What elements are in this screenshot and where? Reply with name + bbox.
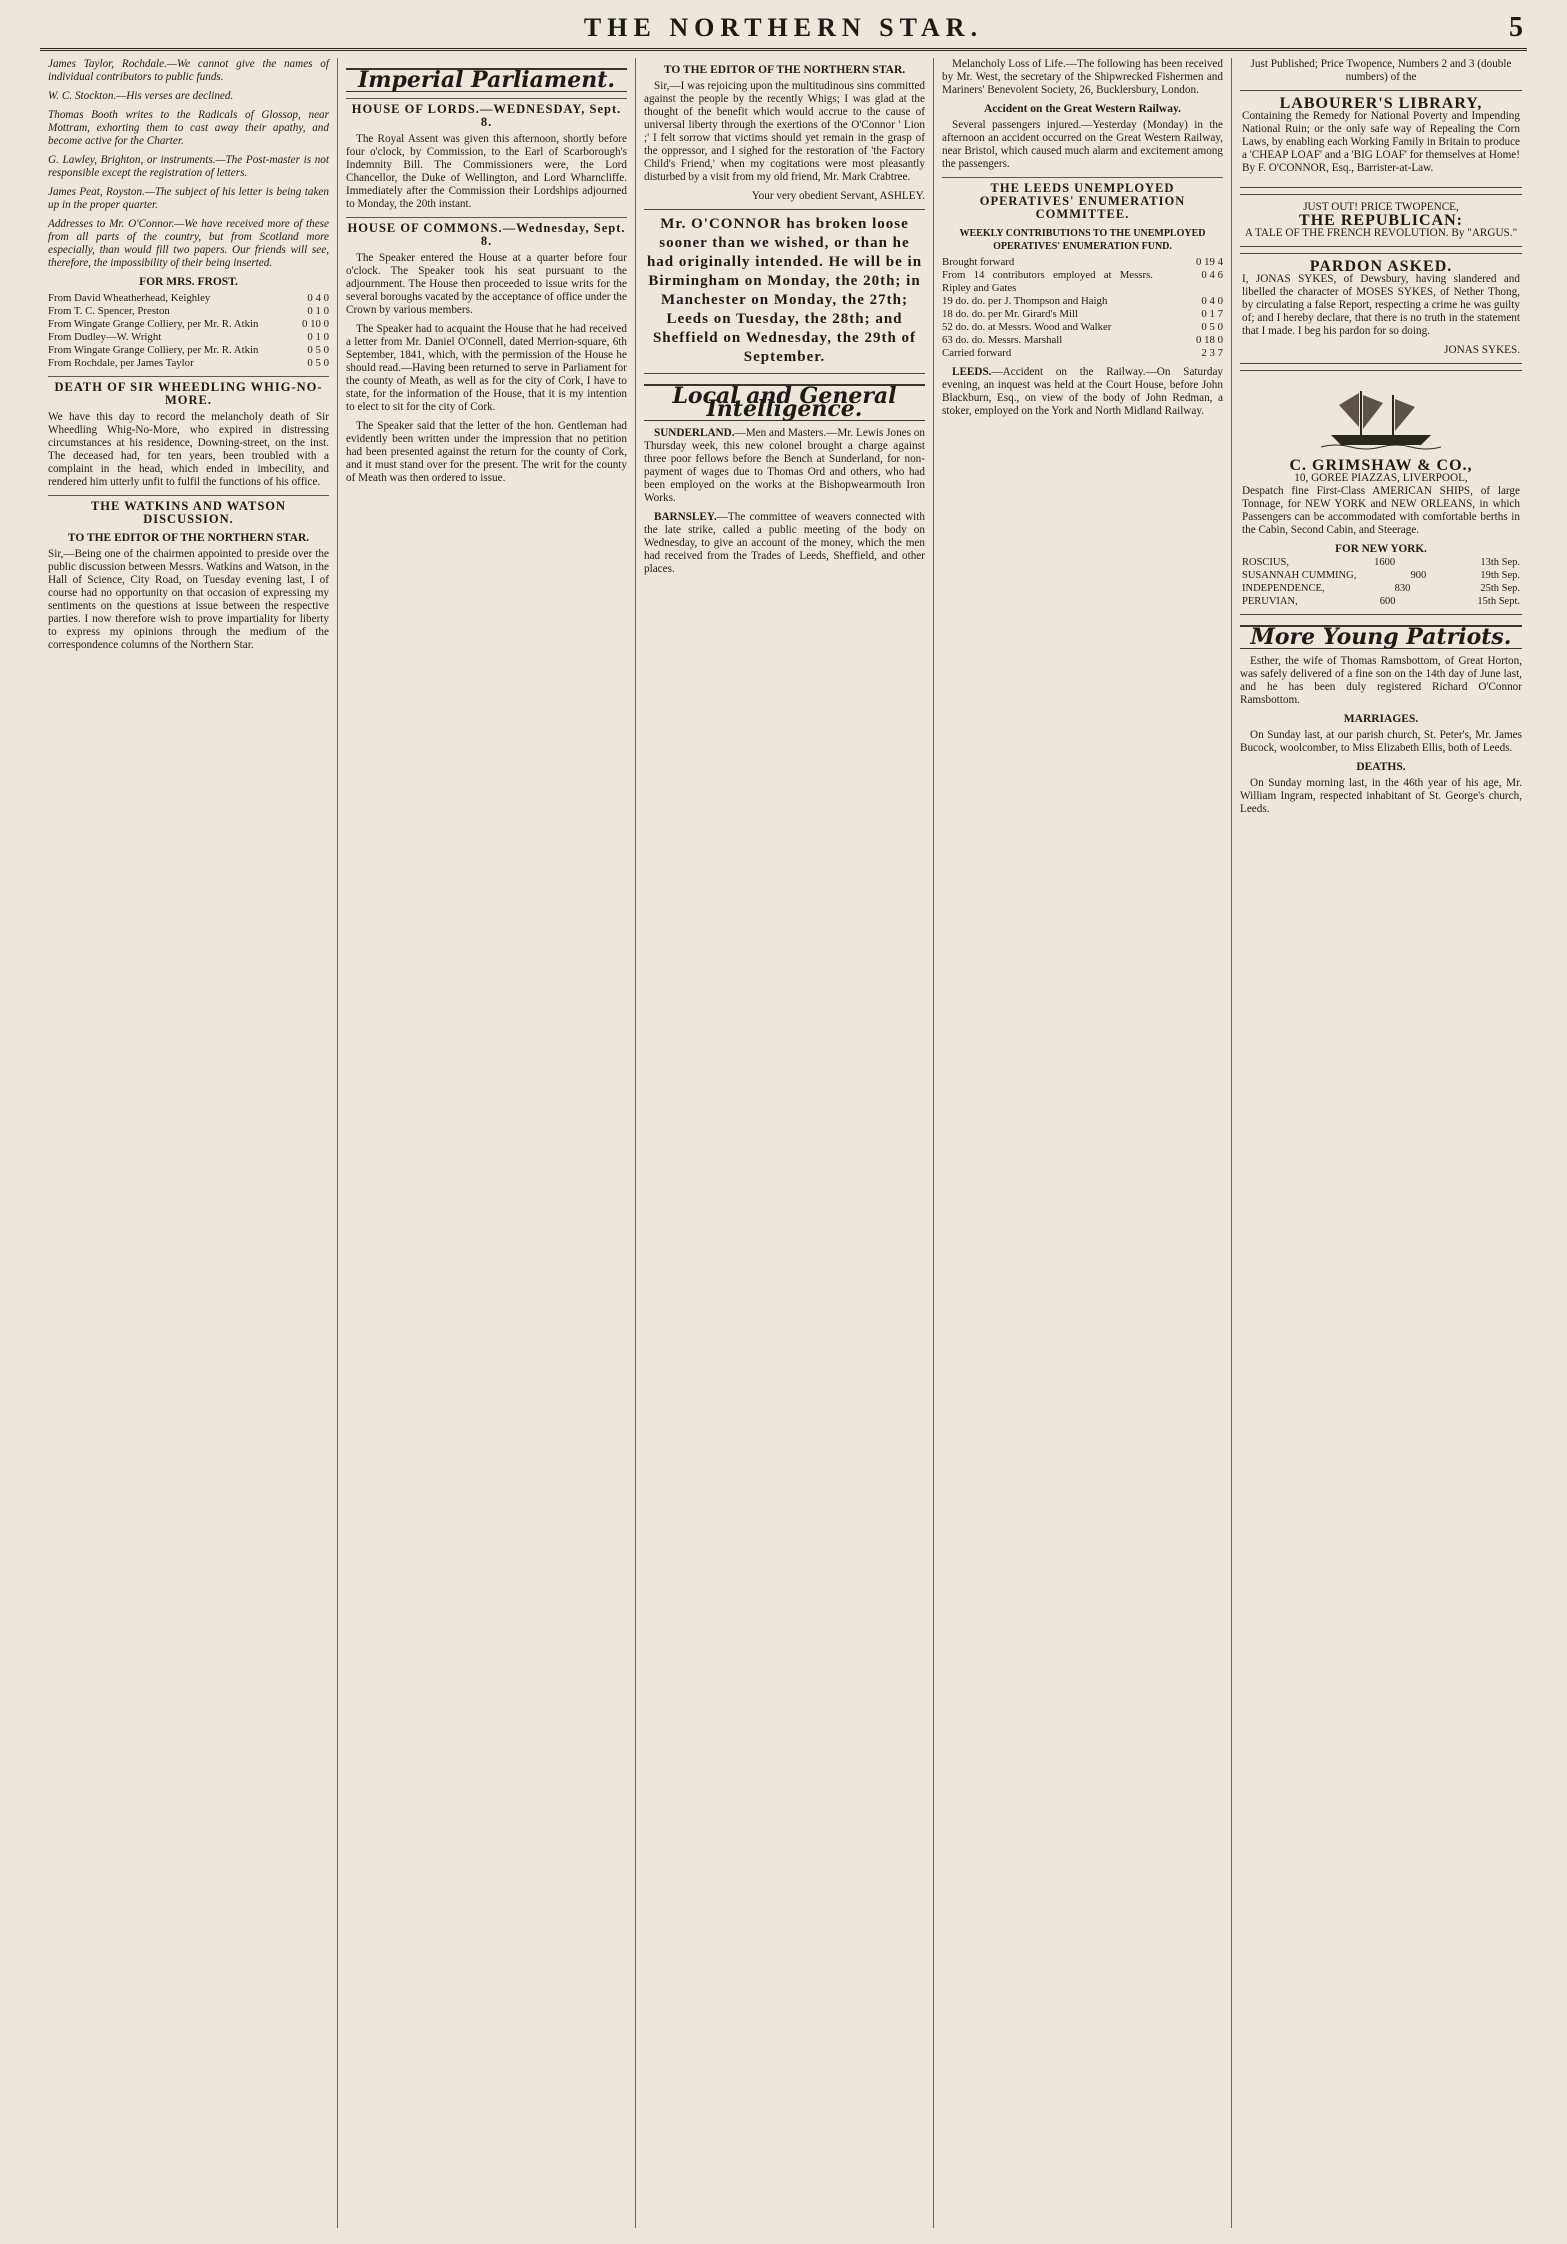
- sunderland-heading: SUNDERLAND.: [654, 427, 735, 439]
- ship-row: INDEPENDENCE, 830 25th Sep.: [1242, 583, 1520, 594]
- column-2: [338, 58, 636, 2228]
- republican-subtitle: A TALE OF THE FRENCH REVOLUTION. By "ARGUS.": [1244, 227, 1518, 239]
- commons-heading: HOUSE OF COMMONS.—Wednesday, Sept. 8.: [346, 217, 627, 248]
- correspondent-note: Thomas Booth writes to the Radicals of Glossop, near Mottram, exhorting them to cast away their apathy, and become active for the Charter.: [48, 109, 329, 147]
- correspondent-note: G. Lawley, Brighton, or instruments.—The Post-master is not responsible except the registration of letters.: [48, 154, 329, 179]
- debate-article: The Speaker said that the letter of the hon. Gentleman had evidently been written under the impression that no petition had been presented against the return for the county of Cork, and it must stand over for the present. The writ for the county of Meath was then ordered to issue.: [346, 420, 627, 484]
- column-5: [1232, 58, 1530, 2228]
- commons-article: The Speaker entered the House at a quarter before four o'clock. The Speaker took his seat pursuant to the adjournment. The House then proceeded to issue writs for the several boroughs vacated by the acceptance of office under the Crown by various members.: [346, 252, 627, 316]
- ship-row: PERUVIAN, 600 15th Sept.: [1242, 596, 1520, 607]
- pardon-text: I, JONAS SYKES, of Dewsbury, having slandered and libelled the character of MOSES SYKES, of Nether Thong, by circulating a false Report, respecting a crime he was guilty of; and I hereby declare, that there is no truth in the statement that I made. I beg his pardon for so doing.: [1242, 273, 1520, 337]
- column-1: [40, 58, 338, 2228]
- divider: [644, 209, 925, 210]
- republican-advert: [1240, 194, 1522, 247]
- table-row: From Wingate Grange Colliery, per Mr. R. Atkin 0 5 0: [48, 344, 329, 356]
- ship-row: SUSANNAH CUMMING, 900 19th Sep.: [1242, 570, 1520, 581]
- death-heading: DEATH OF SIR WHEEDLING WHIG-NO-MORE.: [48, 376, 329, 407]
- railway-heading: Accident on the Great Western Railway.: [984, 103, 1181, 115]
- newspaper-title: THE NORTHERN STAR.: [583, 13, 984, 42]
- table-row: 18 do. do. per Mr. Girard's Mill 0 1 7: [942, 308, 1223, 320]
- column-4: [934, 58, 1232, 2228]
- deaths-text: On Sunday morning last, in the 46th year of his age, Mr. William Ingram, respected inhabitant of St. George's church, Leeds.: [1240, 777, 1522, 815]
- republican-price: JUST OUT! PRICE TWOPENCE,: [1303, 201, 1459, 213]
- leeds-committee-subheading: WEEKLY CONTRIBUTIONS TO THE UNEMPLOYED OPERATIVES' ENUMERATION FUND.: [959, 228, 1206, 252]
- table-row: From Wingate Grange Colliery, per Mr. R. Atkin 0 10 0: [48, 318, 329, 330]
- local-intelligence-title: Local and General Intelligence.: [644, 384, 925, 421]
- ship-icon: [1321, 383, 1441, 453]
- patriots-text: Esther, the wife of Thomas Ramsbottom, of Great Horton, was safely delivered of a fine son on the 14th day of June last, and he has been duly registered Richard O'Connor Ramsbottom.: [1240, 655, 1522, 706]
- divider: [644, 373, 925, 374]
- grimshaw-advert: [1240, 370, 1522, 615]
- page-number: 5: [1509, 12, 1523, 43]
- patriots-title: More Young Patriots.: [1240, 625, 1522, 649]
- table-row: 63 do. do. Messrs. Marshall 0 18 0: [942, 334, 1223, 346]
- table-row: From Rochdale, per James Taylor 0 5 0: [48, 357, 329, 369]
- table-row: From T. C. Spencer, Preston 0 1 0: [48, 305, 329, 317]
- pardon-signature: JONAS SYKES.: [1444, 344, 1520, 356]
- library-advert: [1240, 90, 1522, 188]
- barnsley-article: —The committee of weavers connected with the late strike, called a public meeting of the body on Wednesday, to give an account of the money, which the men had received from the Trades of Leeds, Sheffield, and other places.: [644, 511, 925, 575]
- death-article: We have this day to record the melancholy death of Sir Wheedling Whig-No-More, who expired in distressing circumstances at his residence, Downing-street, on the inst. The deceased had, for ten years, been troubled with a complaint in the head, which ended in imbecility, and rendered him utterly unfit to fulfil the functions of his office.: [48, 411, 329, 488]
- correspondent-note: James Peat, Royston.—The subject of his letter is being taken up in the proper quarter.: [48, 186, 329, 211]
- republican-title: THE REPUBLICAN:: [1299, 212, 1463, 229]
- library-notice: Just Published; Price Twopence, Numbers 2 and 3 (double numbers) of the: [1250, 58, 1512, 83]
- table-row: 52 do. do. at Messrs. Wood and Walker 0 5 0: [942, 321, 1223, 333]
- correspondent-note: W. C. Stockton.—His verses are declined.: [48, 90, 234, 102]
- column-3: [636, 58, 934, 2228]
- pardon-title: PARDON ASKED.: [1309, 258, 1453, 275]
- table-row: From 14 contributors employed at Messrs. Ripley and Gates 0 4 6: [942, 269, 1223, 294]
- lords-heading: HOUSE OF LORDS.—WEDNESDAY, Sept. 8.: [346, 98, 627, 129]
- leeds-accident-heading: LEEDS.: [952, 366, 992, 378]
- marriages-text: On Sunday last, at our parish church, St. Peter's, Mr. James Bucock, woolcomber, to Miss Elizabeth Ellis, both of Leeds.: [1240, 729, 1522, 754]
- table-row: Carried forward 2 3 7: [942, 347, 1223, 359]
- barnsley-heading: BARNSLEY.: [654, 511, 717, 523]
- contributions-table: [942, 256, 1223, 360]
- leeds-committee-heading: THE LEEDS UNEMPLOYED OPERATIVES' ENUMERATION COMMITTEE.: [942, 177, 1223, 221]
- railway-article: Several passengers injured.—Yesterday (Monday) in the afternoon an accident occurred on the Great Western Railway, near Bristol, which caused much alarm and excitement among the passengers.: [942, 119, 1223, 170]
- marriages-heading: MARRIAGES.: [1343, 713, 1419, 725]
- subscriptions-table: [48, 292, 329, 370]
- table-row: Brought forward 0 19 4: [942, 256, 1223, 268]
- masthead: [40, 8, 1527, 51]
- grimshaw-title: C. GRIMSHAW & CO.,: [1289, 457, 1473, 474]
- correspondent-note: James Taylor, Rochdale.—We cannot give the names of individual contributors to public funds.: [48, 58, 329, 83]
- ship-row: ROSCIUS, 1600 13th Sep.: [1242, 557, 1520, 568]
- to-editor-heading: TO THE EDITOR OF THE NORTHERN STAR.: [663, 64, 906, 76]
- table-row: From David Wheatherhead, Keighley 0 4 0: [48, 292, 329, 304]
- table-row: 19 do. do. per J. Thompson and Haigh 0 4 0: [942, 295, 1223, 307]
- columns: [40, 58, 1530, 2228]
- lords-article: The Royal Assent was given this afternoon, shortly before four o'clock, by Commission, to the Earl of Scarborough's Indemnity Bill. The Commissioners were, the Lord Chancellor, the Duke of Wellington, and Lord Wharncliffe. Immediately after the Commission their Lordships adjourned to Monday, the 20th instant.: [346, 133, 627, 210]
- library-title: LABOURER'S LIBRARY,: [1279, 95, 1483, 112]
- watkins-to-editor: TO THE EDITOR OF THE NORTHERN STAR.: [67, 532, 310, 544]
- correspondent-note: Addresses to Mr. O'Connor.—We have received more of these from all parts of the country, but from Scotland more especially, than would fill two papers. Our friends will see, therefore, the impossibility of their being inserted.: [48, 218, 329, 269]
- library-text: Containing the Remedy for National Poverty and Impending National Ruin; or the only safe way of Repealing the Corn Laws, by enabling each Working Family in Britain to produce a 'CHEAP LOAF' and a 'BIG LOAF' for themselves at Home! By F. O'CONNOR, Esq., Barrister-at-Law.: [1242, 110, 1520, 174]
- table-row: From Dudley—W. Wright 0 1 0: [48, 331, 329, 343]
- sunderland-article: —Men and Masters.—Mr. Lewis Jones on Thursday week, this new colonel brought a charge against three poor fellows before the Bench at Sunderland, for non-payment of wages due to Thomas Ord and others, who had been employed on the works at the Bishopwearmouth Iron Works.: [644, 427, 925, 504]
- speaker-article: The Speaker had to acquaint the House that he had received a letter from Mr. Daniel O'Connell, dated Merrion-square, 6th September, 1841, which, with the permission of the House he should read.—Having been returned to serve in Parliament for the county of Meath, as well as for the city of Cork, I have to state, for the information of the House, that it is my intention to elect to sit for the city of Cork.: [346, 323, 627, 413]
- deaths-heading: DEATHS.: [1356, 761, 1406, 773]
- leeds-accident-article: —Accident on the Railway.—On Saturday evening, an inquest was held at the Court House, before John Blackburn, Esq., on view of the body of John Redman, a stoker, employed on the York and North Midland Railway.: [942, 366, 1223, 417]
- grimshaw-address: 10, GOREE PIAZZAS, LIVERPOOL,: [1294, 472, 1468, 484]
- new-york-heading: FOR NEW YORK.: [1335, 543, 1427, 555]
- pardon-advert: [1240, 253, 1522, 364]
- letter-article: Sir,—I was rejoicing upon the multitudinous sins committed against the people by the recently Whigs; I was glad at the thought of the benefit which would accrue to the cause of universal liberty through the exertions of the O'Connor ' Lion ;' I felt sorrow that victims should yet remain in the grasp of the oppressor, and I sighed for the restoration of 'the Factory Child's Friend,' when my cogitations were most pleasantly disturbed by a visit from my old friend, Mr. Mark Crabtree.: [644, 80, 925, 183]
- subscriptions-heading: FOR MRS. FROST.: [139, 276, 238, 288]
- oconnor-notice: Mr. O'CONNOR has broken loose sooner than we wished, or than he had originally intended. He will be in Birmingham on Monday, the 20th; in Manchester on Monday, the 27th; Leeds on Tuesday, the 28th; and Sheffield on Wednesday, the 29th of September.: [646, 216, 923, 365]
- grimshaw-text: Despatch fine First-Class AMERICAN SHIPS, of large Tonnage, for NEW YORK and NEW ORLEANS, in which Passengers can be accommodated with comfortable berths in the Cabin, Second Cabin, and Steerage.: [1242, 485, 1520, 536]
- watkins-article: Sir,—Being one of the chairmen appointed to preside over the public discussion between Messrs. Watkins and Watson, in the Hall of Science, City Road, on Tuesday evening last, I of course had no opportunity on that occasion of expressing my sentiments on the questions at issue between the respective parties. I now therefore wish to prove impartiality for liberty to express my opinions through the medium of the correspondence columns of the Northern Star.: [48, 548, 329, 651]
- parliament-title: Imperial Parliament.: [346, 68, 627, 92]
- watkins-heading: THE WATKINS AND WATSON DISCUSSION.: [48, 495, 329, 526]
- letter-signoff: Your very obedient Servant, ASHLEY.: [751, 190, 925, 202]
- melancholy-article: Melancholy Loss of Life.—The following has been received by Mr. West, the secretary of the Shipwrecked Fishermen and Mariners' Benevolent Society, 26, Bucklersbury, London.: [942, 58, 1223, 96]
